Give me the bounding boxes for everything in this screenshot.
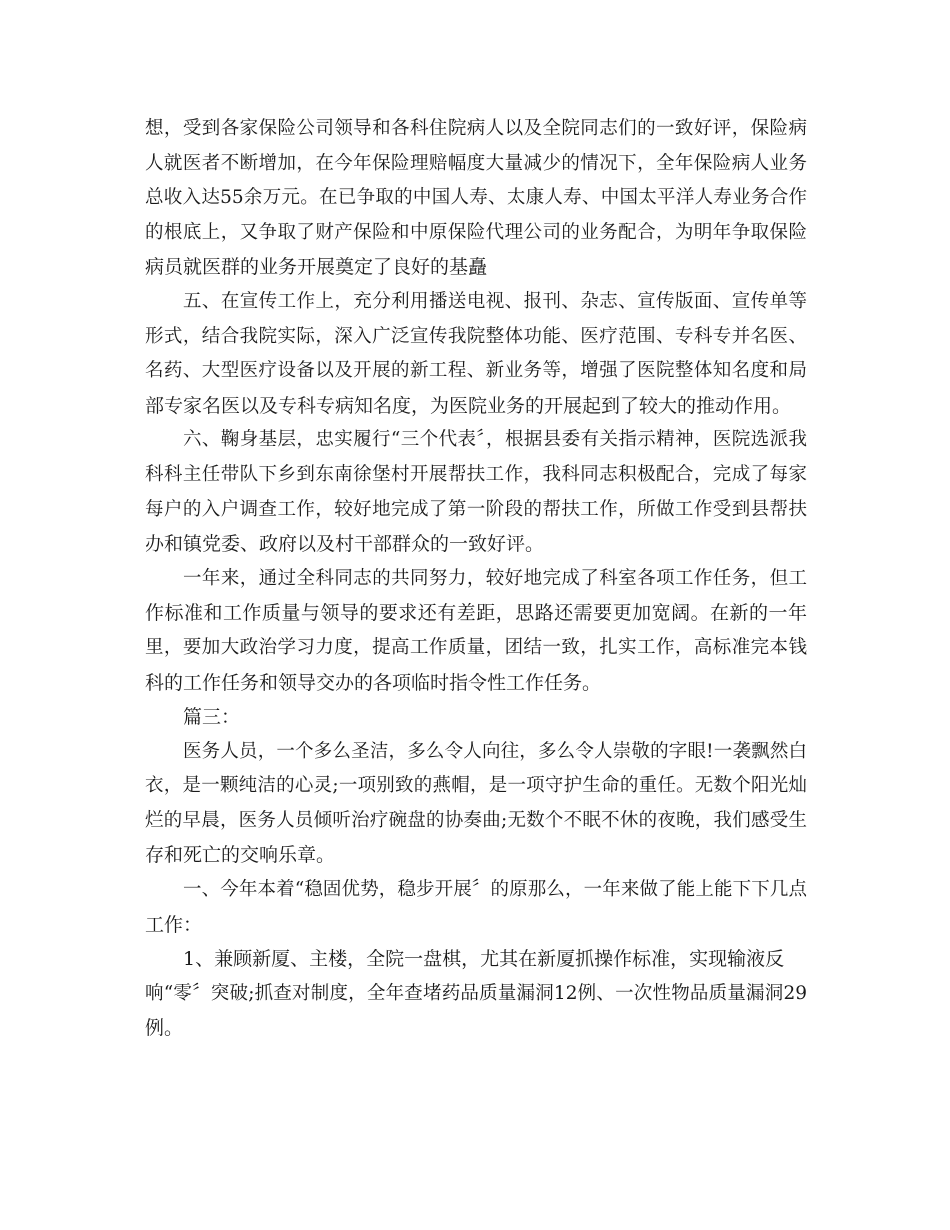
text-line: 响“零〞突破;抓查对制度，全年查堵药品质量漏洞12例、一次性物品质量漏洞29 <box>145 982 807 1004</box>
text-line: 一年来，通过全科同志的共同努力，较好地完成了科室各项工作任务，但工 <box>183 567 807 589</box>
text-line: 医务人员，一个多么圣洁，多么令人向往，多么令人崇敬的字眼!一袭飘然白 <box>183 740 807 762</box>
text-line: 形式，结合我院实际，深入广泛宣传我院整体功能、医疗范围、专科专并名医、 <box>145 325 807 347</box>
text-line: 例。 <box>145 1017 184 1040</box>
document-page <box>145 112 807 1046</box>
text-line: 1、兼顾新厦、主楼，全院一盘棋，尤其在新厦抓操作标准，实现输液反 <box>183 948 785 971</box>
text-line: 科的工作任务和领导交办的各项临时指令性工作任务。 <box>145 671 602 694</box>
text-line: 一、今年本着“稳固优势，稳步开展〞的原那么，一年来做了能上能下下几点 <box>183 879 807 901</box>
text-line: 存和死亡的交响乐章。 <box>145 844 336 867</box>
text-line: 总收入达55余万元。在已争取的中国人寿、太康人寿、中国太平洋人寿业务合作 <box>145 187 807 209</box>
text-line: 人就医者不断增加，在今年保险理赔幅度大量减少的情况下，全年保险病人业务 <box>145 152 807 174</box>
text-line: 科科主任带队下乡到东南徐堡村开展帮扶工作，我科同志积极配合，完成了每家 <box>145 463 807 485</box>
text-line: 想，受到各家保险公司领导和各科住院病人以及全院同志们的一致好评，保险病 <box>145 118 807 139</box>
text-line: 里，要加大政治学习力度，提高工作质量，团结一致，扎实工作，高标准完本钱 <box>145 636 807 658</box>
text-line: 名药、大型医疗设备以及开展的新工程、新业务等，增强了医院整体知名度和局 <box>145 360 807 382</box>
text-line: 病员就医群的业务开展奠定了良好的基矗 <box>145 256 488 279</box>
text-line: 篇三： <box>183 706 241 729</box>
text-line: 作标准和工作质量与领导的要求还有差距，思路还需要更加宽阔。在新的一年 <box>145 602 807 625</box>
text-line: 的根底上，又争取了财产保险和中原保险代理公司的业务配合，为明年争取保险 <box>145 221 807 243</box>
text-line: 衣，是一颗纯洁的心灵;一项别致的燕帽，是一项守护生命的重任。无数个阳光灿 <box>145 775 807 797</box>
text-line: 办和镇党委、政府以及村干部群众的一致好评。 <box>145 533 545 556</box>
text-line: 每户的入户调查工作，较好地完成了第一阶段的帮扶工作，所做工作受到县帮扶 <box>145 498 807 520</box>
text-line: 五、在宣传工作上，充分利用播送电视、报刊、杂志、宣传版面、宣传单等 <box>183 290 807 312</box>
text-line: 工作： <box>145 913 203 936</box>
text-line: 六、鞠身基层，忠实履行“三个代表〞，根据县委有关指示精神，医院选派我 <box>183 429 807 451</box>
text-line: 部专家名医以及专科专病知名度，为医院业务的开展起到了较大的推动作用。 <box>145 394 792 417</box>
text-line: 烂的早晨，医务人员倾听治疗碗盘的协奏曲;无数个不眠不休的夜晚，我们感受生 <box>145 809 807 831</box>
